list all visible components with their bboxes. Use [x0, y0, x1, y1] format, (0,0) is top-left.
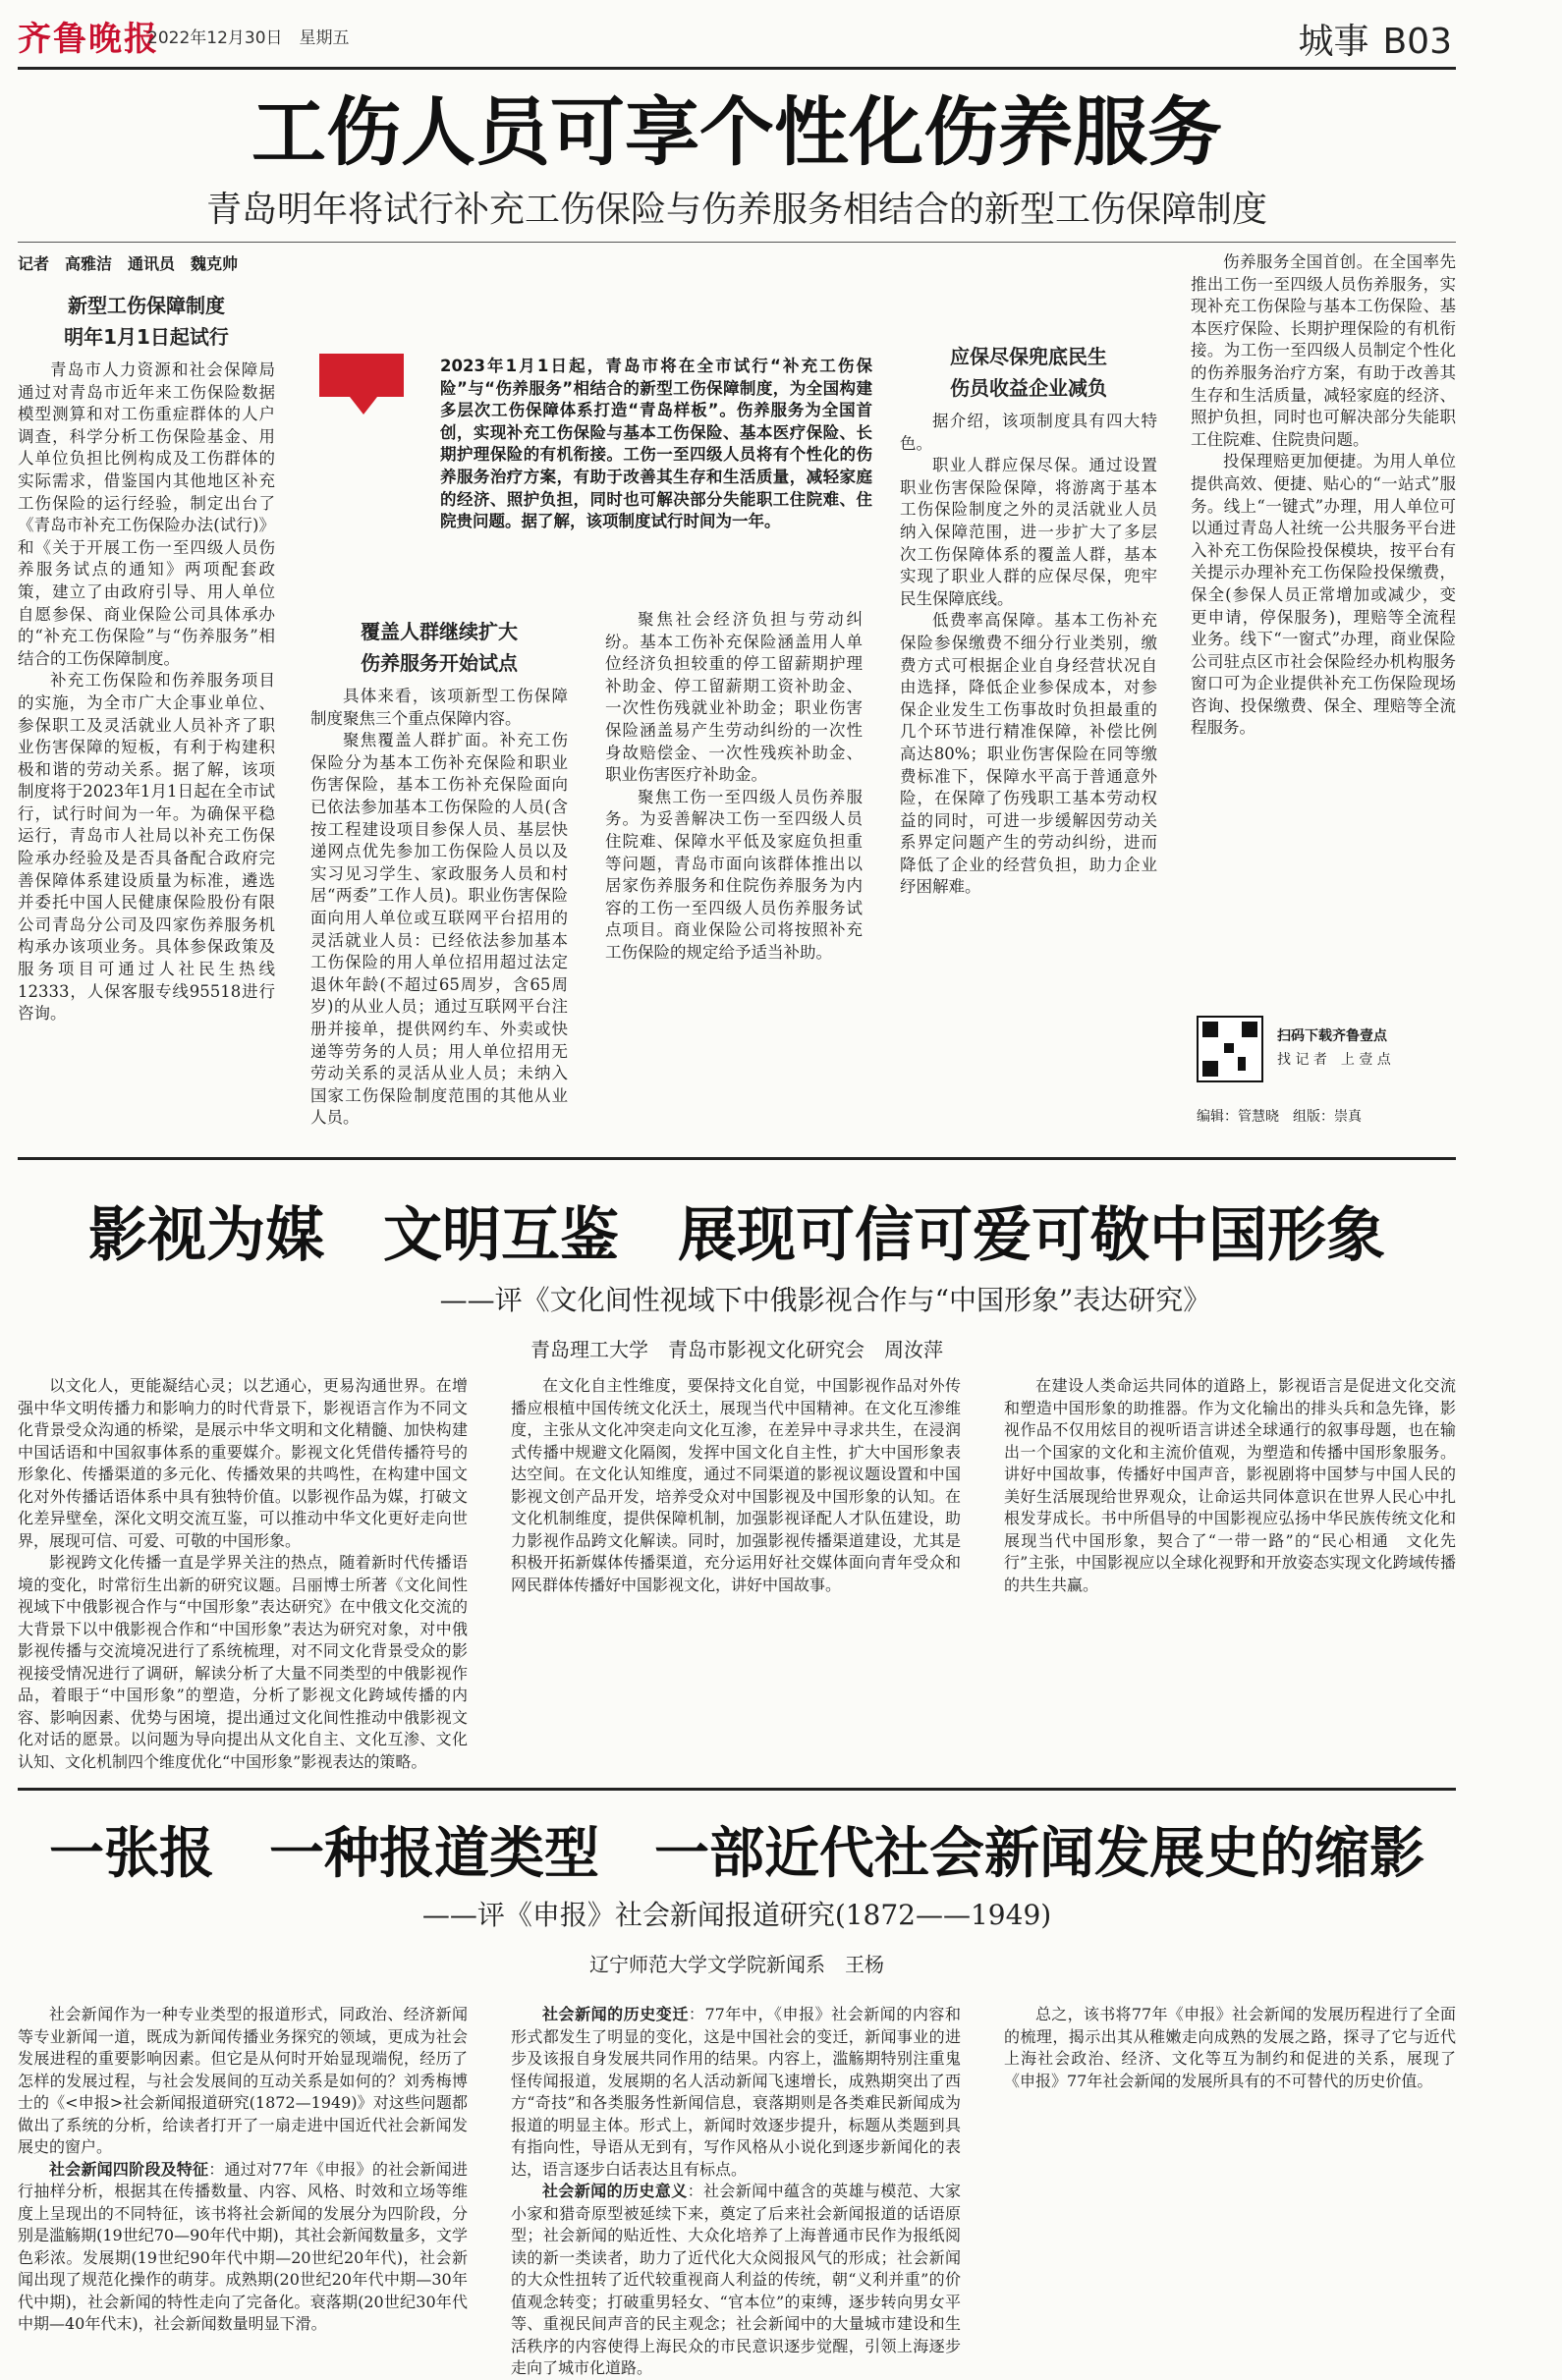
article1-col3: [605, 609, 863, 1128]
col2-paragraph-2: 聚焦覆盖人群扩面。补充工伤保险分为基本工伤补充保险和职业伤害保险，基本工伤补充保险面向已依法参加基本工伤保险的人员(含按工程建设项目参保人员、基层快递网点优先参加工伤保险人员以及实习见习学生、家政服务人员和村居“两委”工作人员)。职业伤害保险面向用人单位或互联网平台招用的灵活就业人员：已经依法参加基本工伤保险的用人单位招用超过法定退休年龄(不超过65周岁，含65周岁)的从业人员；通过互联网平台注册并接单，提供网约车、外卖或快递等劳务的人员；用人单位招用无劳动关系的灵活从业人员；未纳入国家工伤保险制度范围的其他从业人员。: [310, 731, 568, 1128]
col1-heading-2: 明年1月1日起试行: [64, 325, 229, 349]
a3-paragraph-5: 总之，该书将77年《申报》社会新闻的发展历程进行了全面的梳理，揭示出其从稚嫩走向成熟的发展之路，探寻了它与近代上海社会政治、经济、文化等互为制约和促进的关系，展现了《申报》77年社会新闻的发展所具有的不可替代的历史价值。: [1004, 2005, 1456, 2090]
article2-headline: 影视为媒 文明互鉴 展现可信可爱可敬中国形象: [88, 1201, 1385, 1270]
article1-col1: [18, 283, 275, 1128]
editor-credit: 编辑：管慧晓 组版：崇真: [1197, 1109, 1362, 1125]
qr-caption-2: 找 记 者 上 壹 点: [1277, 1052, 1391, 1068]
a3-paragraph-2: [18, 2159, 468, 2336]
article3-subheadline: ——评《申报》社会新闻报道研究(1872——1949): [421, 1899, 1052, 1931]
article3-headline: 一张报 一种报道类型 一部近代社会新闻发展史的缩影: [49, 1821, 1424, 1886]
article1-subheadline: 青岛明年将试行补充工伤保险与伤养服务相结合的新型工伤保障制度: [205, 190, 1267, 230]
paper-logo: 齐鲁晚报: [18, 20, 159, 59]
a3-paragraph-4-body: ：社会新闻中蕴含的英雄与模范、大家小家和猎奇原型被延续下来，奠定了后来社会新闻报道的话语原型；社会新闻的贴近性、大众化培养了上海普通市民作为报纸阅读的新一类读者，助力了近代化大众阅报风气的形成；社会新闻的大众性扭转了近代较重视商人利益的传统，朝“义利并重”的价值观念转变；打破重男轻女、“官本位”的束缚，逐步转向男女平等、重视民间声音的民主观念；社会新闻中的大量城市建设和生活秩序的内容使得上海民众的市民意识逐步觉醒，引领上海逐步走向了城市化道路。: [511, 2182, 961, 2377]
article2-author: 青岛理工大学 青岛市影视文化研究会 周汝萍: [530, 1338, 943, 1361]
col2-heading-2: 伤养服务开始试点: [361, 651, 518, 675]
col4-heading-2: 伤员收益企业减负: [950, 376, 1107, 400]
a2-paragraph-1: 以文化人，更能凝结心灵；以艺通心，更易沟通世界。在增强中华文明传播力和影响力的时代背景下，影视语言作为不同文化背景受众沟通的桥梁，是展示中华文明和文化精髓、加快构建中国话语和中国叙事体系的重要媒介。影视文化凭借传播符号的形象化、传播渠道的多元化、传播效果的共鸣性，在构建中国文化对外传播话语体系中具有独特价值。以影视作品为媒，打破文化差异壁垒，深化文明交流互鉴，可以推动中华文化更好走向世界，展现可信、可爱、可敬的中国形象。: [18, 1376, 468, 1550]
col3-paragraph-1: 聚焦社会经济负担与劳动纠纷。基本工伤补充保险涵盖用人单位经济负担较重的停工留薪期护理补助金、停工留薪期工资补助金、一次性伤残就业补助金；职业伤害保险涵盖易产生劳动纠纷的一次性身故赔偿金、一次性残疾补助金、职业伤害医疗补助金。: [605, 610, 863, 785]
article3-col3: [1004, 2004, 1456, 2357]
col3-paragraph-2: 聚焦工伤一至四级人员伤养服务。为妥善解决工伤一至四级人员住院难、保障水平低及家庭负担重等问题，青岛市面向该群体推出以居家伤养服务和住院伤养服务为内容的工伤一至四级人员伤养服务试点项目。商业保险公司将按照补充工伤保险的规定给予适当补助。: [605, 787, 863, 962]
masthead-rule: [18, 67, 1456, 70]
col5-paragraph-1: 伤养服务全国首创。在全国率先推出工伤一至四级人员伤养服务，实现补充工伤保险与基本工伤保险、基本医疗保险、长期护理保险的有机衔接。为工伤一至四级人员制定个性化的伤养服务治疗方案，有助于改善其生存和生活质量，减轻家庭的经济、照护负担，同时也可解决部分失能职工住院难、住院贵问题。: [1191, 252, 1456, 449]
article2-subheadline: ——评《文化间性视域下中俄影视合作与“中国形象”表达研究》: [439, 1284, 1211, 1316]
col4-paragraph-2: 职业人群应保尽保。通过设置职业伤害保险保障，将游离于基本工伤保险制度之外的灵活就业人员纳入保障范围，进一步扩大了多层次工伤保障体系的覆盖人群，基本实现了职业人群的应保尽保，兜牢民生保障底线。: [900, 456, 1157, 608]
page-number: B03: [1382, 22, 1452, 62]
article2-col3: [1004, 1375, 1456, 1778]
article2-col2: [511, 1375, 961, 1778]
article3-col2: [511, 2004, 961, 2377]
a3-subhead-1: 社会新闻四阶段及特征: [49, 2159, 209, 2179]
a3-paragraph-4: [511, 2181, 961, 2380]
section-label: [1284, 14, 1452, 64]
a3-subhead-3: 社会新闻的历史意义: [542, 2182, 688, 2200]
section-name: 城事: [1298, 22, 1369, 62]
col4-paragraph-3: 低费率高保障。基本工伤补充保险参保缴费不细分行业类别，缴费方式可根据企业自身经营状况自由选择，降低企业参保成本，对参保企业发生工伤事故时负担最重的几个环节进行精准保障，补偿比例高达80%；职业伤害保险在同等缴费标准下，保障水平高于普通意外险，在保障了伤残职工基本劳动权益的同时，可进一步缓解因劳动关系界定问题产生的劳动纠纷，进而降低了企业的经营负担，助力企业纾困解难。: [900, 611, 1157, 897]
col2-paragraph-1: 具体来看，该项新型工伤保障制度聚焦三个重点保障内容。: [310, 687, 568, 728]
qr-code[interactable]: [1197, 1016, 1263, 1082]
article1-rule: [18, 242, 1456, 243]
article-divider-2: [18, 1788, 1456, 1791]
article1-col2: [310, 609, 568, 1128]
col1-paragraph-2: 补充工伤保险和伤养服务项目的实施，为全市广大企事业单位、参保职工及灵活就业人员补齐了职业伤害保障的短板，有利于构建积极和谐的劳动关系。据了解，该项制度将于2023年1月1日起在全市试行，试行时间为一年。为确保平稳运行，青岛市人社局以补充工伤保险承办经验及是否具备配合政府完善保障体系建设质量为标准，遴选并委托中国人民健康保险股份有限公司青岛分公司及四家伤养服务机构承办该项业务。具体参保政策及服务项目可通过人社民生热线12333，人保客服专线95518进行咨询。: [18, 671, 275, 1024]
article3-author: 辽宁师范大学文学院新闻系 王杨: [589, 1953, 884, 1976]
weekday-text: 星期五: [299, 28, 350, 48]
a3-subhead-2: 社会新闻的历史变迁: [542, 2005, 689, 2023]
a2-paragraph-4: 在建设人类命运共同体的道路上，影视语言是促进文化交流和塑造中国形象的助推器。作为文化输出的排头兵和急先锋，影视作品不仅用炫目的视听语言讲述全球通行的叙事母题，也在输出一个国家的文化和主流价值观，为塑造和传播中国形象服务。讲好中国故事，传播好中国声音，影视剧将中国梦与中国人民的美好生活展现给世界观众，让命运共同体意识在世界人民心中扎根发芽成长。书中所倡导的中国影视应弘扬中华民族传统文化和展现当代中国形象，契合了“一带一路”的“民心相通 文化先行”主张，中国影视应以全球化视野和开放姿态实现文化跨域传播的共生共赢。: [1004, 1376, 1456, 1594]
col4-paragraph-1: 据介绍，该项制度具有四大特色。: [900, 412, 1157, 453]
a3-paragraph-3: [511, 2004, 961, 2181]
col1-heading-1: 新型工伤保障制度: [68, 294, 225, 317]
col2-heading-1: 覆盖人群继续扩大: [361, 620, 518, 643]
article1-col4: [900, 334, 1157, 1128]
article1-byline: 记者 高雅洁 通讯员 魏克帅: [18, 254, 239, 273]
a2-paragraph-3: 在文化自主性维度，要保持文化自觉，中国影视作品对外传播应根植中国传统文化沃土，展现当代中国精神。在文化互渗维度，主张从文化冲突走向文化互渗，在差异中寻求共生，在浸润式传播中规避文化隔阂，发挥中国文化自主性，扩大中国形象表达空间。在文化认知维度，通过不同渠道的影视议题设置和中国影视文创产品开发，培养受众对中国影视及中国形象的认知。在文化机制维度，提供保障机制，加强影视译配人才队伍建设，助力影视作品跨文化解读。同时，加强影视传播渠道建设，尤其是积极开拓新媒体传播渠道，充分运用好社交媒体面向青年受众和网民群体传播好中国影视文化，讲好中国故事。: [511, 1376, 961, 1594]
a2-paragraph-2: 影视跨文化传播一直是学界关注的热点，随着新时代传播语境的变化，时常衍生出新的研究议题。吕丽博士所著《文化间性视域下中俄影视合作与“中国形象”表达研究》在中俄文化交流的大背景下以中俄影视合作和“中国形象”表达为研究对象，对中俄影视传播与交流境况进行了系统梳理，对不同文化背景受众的影视接受情况进行了调研，解读分析了大量不同类型的中俄影视作品，着眼于“中国形象”的塑造，分析了影视文化跨域传播的内容、影响因素、优势与困境，提出通过文化间性推动中俄影视文化对话的愿景。以问题为导向提出从文化自主、文化互渗、文化认知、文化机制四个维度优化“中国形象”影视表达的策略。: [18, 1553, 468, 1771]
article1-col5: [1191, 251, 1456, 998]
col1-paragraph-1: 青岛市人力资源和社会保障局通过对青岛市近年来工伤保险数据模型测算和对工伤重症群体的人户调查，科学分析工伤保险基金、用人单位负担比例构成及工伤群体的实际需求，借鉴国内其他地区补充工伤保险的运行经验，制定出台了《青岛市补充工伤保险办法(试行)》和《关于开展工伤一至四级人员伤养服务试点的通知》两项配套政策，建立了由政府引导、用人单位自愿参保、商业保险公司具体承办的“补充工伤保险”与“伤养服务”相结合的工伤保障制度。: [18, 360, 275, 668]
a3-paragraph-1: 社会新闻作为一种专业类型的报道形式，同政治、经济新闻等专业新闻一道，既成为新闻传播业务探究的领域，更成为社会发展进程的重要影响因素。但它是从何时开始显现端倪，经历了怎样的发展过程，与社会发展间的互动关系是如何的？刘秀梅博士的《<申报>社会新闻报道研究(1872—1949)》对这些问题都做出了系统的分析，给读者打开了一扇走进中国近代社会新闻发展史的窗户。: [18, 2005, 468, 2156]
article-divider-1: [18, 1157, 1456, 1160]
a3-paragraph-2-body: ：通过对77年《申报》的社会新闻进行抽样分析，根据其在传播数量、内容、风格、时效和立场等维度上呈现出的不同特征，该书将社会新闻的发展分为四阶段，分别是滥觞期(19世纪70—90年代中期)，其社会新闻数量多，文学色彩浓。发展期(19世纪90年代中期—20世纪20年代)，社会新闻出现了规范化操作的萌芽。成熟期(20世纪20年代中期—30年代中期)，社会新闻的特性走向了完备化。衰落期(20世纪30年代中期—40年代末)，社会新闻数量明显下滑。: [18, 2159, 468, 2333]
article3-col1: [18, 2004, 468, 2357]
article2-col1: [18, 1375, 468, 1778]
issue-date: [147, 24, 350, 48]
col4-heading-1: 应保尽保兜底民生: [950, 345, 1107, 368]
lead-text: 2023年1月1日起，青岛市将在全市试行“补充工伤保险”与“伤养服务”相结合的新型工伤保障制度，为全国构建多层次工伤保障体系打造“青岛样板”。伤养服务为全国首创，实现补充工伤保险与基本工伤保险、基本医疗保险、长期护理保险的有机衔接。工伤一至四级人员将有个性化的伤养服务治疗方案，有助于改善其生存和生活质量，减轻家庭的经济、照护负担，同时也可解决部分失能职工住院难、住院贵问题。据了解，该项制度试行时间为一年。: [440, 357, 872, 531]
qr-caption-1: 扫码下载齐鲁壹点: [1277, 1028, 1387, 1044]
a3-paragraph-3-body: ：77年中，《申报》社会新闻的内容和形式都发生了明显的变化，这是中国社会的变迁，新闻事业的进步及该报自身发展共同作用的结果。内容上，滥觞期特别注重鬼怪传闻报道，发展期的名人活动新闻飞速增长，成熟期突出了西方“奇技”和各类服务性新闻信息，衰落期则是各类难民新闻成为报道的明显主体。形式上，新闻时效逐步提升，标题从类题到具有指向性，导语从无到有，写作风格从小说化到逐步新闻化的表达，语言逐步白话表达且有标点。: [511, 2005, 961, 2179]
date-text: 2022年12月30日: [147, 28, 283, 48]
article1-lead: [322, 356, 872, 589]
col5-paragraph-2: 投保理赔更加便捷。为用人单位提供高效、便捷、贴心的“一站式”服务。线上“一键式”办理，用人单位可以通过青岛人社统一公共服务平台进入补充工伤保险投保模块，按平台有关提示办理补充工伤保险投保缴费，保全(参保人员正常增加或减少，变更申请，停保服务)，理赔等全流程业务。线下“一窗式”办理，商业保险公司驻点区市社会保险经办机构服务窗口可为企业提供补充工伤保险现场咨询、投保缴费、保全、理赔等全流程服务。: [1191, 452, 1456, 738]
article1-headline: 工伤人员可享个性化伤养服务: [251, 88, 1222, 176]
